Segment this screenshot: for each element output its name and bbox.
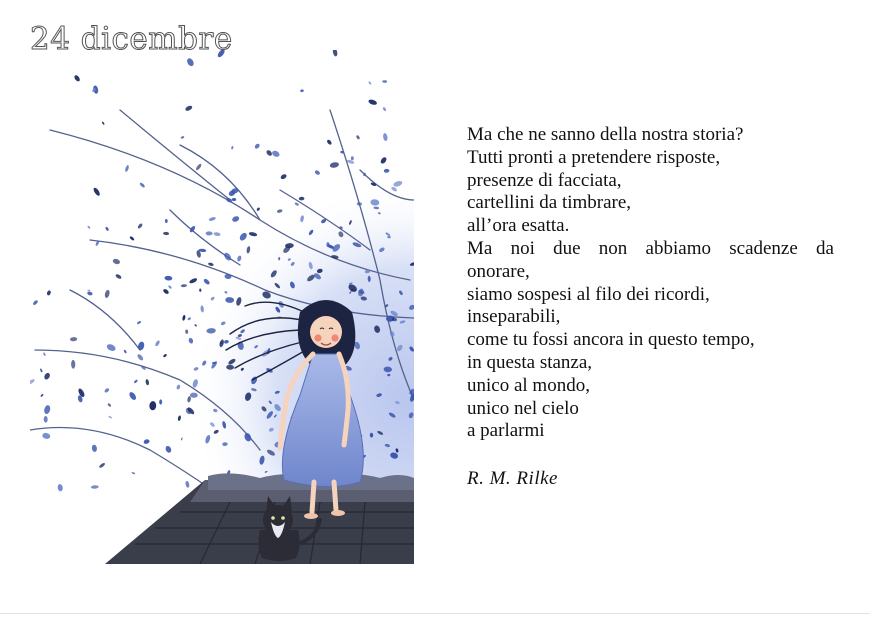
poem-line: unico nel cielo [467, 397, 579, 419]
girl-face [310, 316, 342, 348]
poem-line: Tutti pronti a pretendere risposte, [467, 146, 721, 168]
poem-line: in questa stanza, [467, 351, 593, 373]
poem-line: cartellini da timbrare, [467, 192, 632, 214]
leaf-mark [351, 289, 355, 291]
poem-line: all’ora esatta. [467, 215, 570, 237]
poem-author: R. M. Rilke [467, 468, 558, 489]
poem-line: unico al mondo, [467, 374, 590, 396]
poem-line: Ma che ne sanno della nostra storia? [467, 124, 744, 145]
poem-line: come tu fossi ancora in questo tempo, [467, 329, 755, 351]
poem-line: a parlarmi [467, 420, 545, 442]
page-title: 24 dicembre [30, 21, 233, 57]
poem-line: Ma noi due non abbiamo scadenze da [467, 237, 834, 259]
poem-line: presenze di facciata, [467, 169, 622, 191]
page-divider [0, 613, 870, 614]
poem-line: siamo sospesi al filo dei ricordi, [467, 283, 710, 305]
poem-line: inseparabili, [467, 306, 561, 328]
leaf-mark [206, 231, 213, 235]
girl-on-roof-illustration [30, 50, 414, 564]
poem [467, 124, 834, 443]
poem-line: onorare, [467, 260, 530, 282]
